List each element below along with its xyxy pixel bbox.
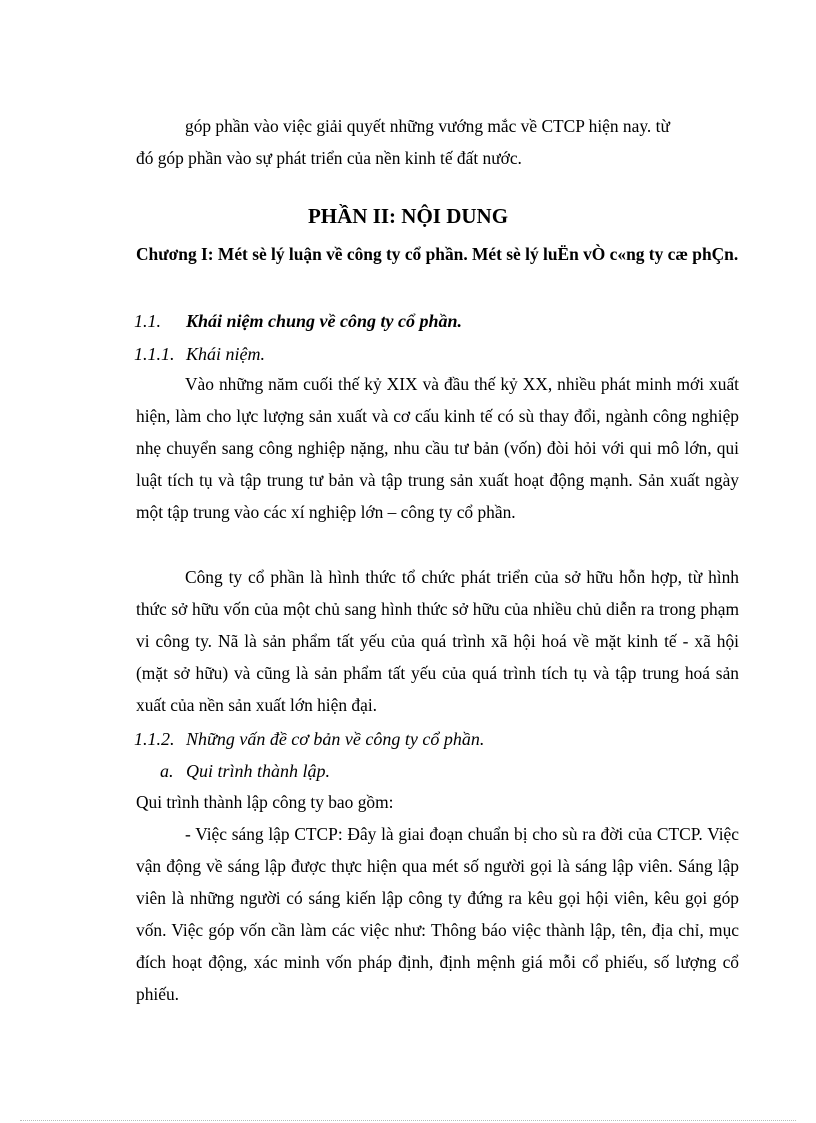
section-1-1-1-heading: [134, 339, 265, 369]
paragraph-4: - Việc sáng lập CTCP: Đây là giai đoạn chuẩn bị cho sù ra đời của CTCP. Việc vận động về sáng lập được thực hiện qua mét số người gọi là sáng lập viên. Sáng lập viên là những người có sáng kiến lập công ty đứng ra kêu gọi hội viên, kêu gọi góp vốn. Việc góp vốn cần làm các việc như: Thông báo việc thành lập, tên, địa chỉ, mục đích hoạt động, xác minh vốn pháp định, định mệnh giá mỗi cổ phiếu, số lượng cổ phiếu.: [136, 824, 739, 1004]
section-label: Qui trình thành lập.: [186, 761, 331, 781]
paragraph-1: Vào những năm cuối thế kỷ XIX và đầu thế kỷ XX, nhiều phát minh mới xuất hiện, làm cho lực lượng sản xuất và cơ cấu kinh tế có sù thay đổi, ngành công nghiệp nhẹ chuyển sang công nghiệp nặng, nhu cầu tư bản (vốn) đòi hỏi với qui mô lớn, qui luật tích tụ và tập trung tư bản và tập trung sản xuất hoạt động mạnh. Sản xuất ngày một tập trung vào các xí nghiệp lớn – công ty cổ phần.: [136, 374, 739, 522]
section-label: Những vấn đề cơ bản về công ty cổ phần.: [186, 729, 485, 749]
page-bottom-divider: [20, 1120, 796, 1121]
section-number: 1.1.1.: [134, 344, 175, 364]
paragraph-3: Qui trình thành lập công ty bao gồm:: [136, 792, 394, 812]
section-number: 1.1.2.: [134, 729, 175, 749]
section-number: 1.1.: [134, 311, 161, 331]
section-1-1-2-heading: [134, 724, 484, 754]
part-title: PHẦN II: NỘI DUNG: [307, 204, 509, 228]
section-a-heading: [160, 756, 330, 786]
paragraph-2: Công ty cổ phần là hình thức tổ chức phát triển của sở hữu hỗn hợp, từ hình thức sở hữu vốn của một chủ sang hình thức sở hữu của nhiều chủ diễn ra trong phạm vi công ty. Nã là sản phẩm tất yếu của quá trình xã hội hoá về mặt kinh tế - xã hội (mặt sở hữu) và cũng là sản phẩm tất yếu của quá trình tích tụ và tập trung hoá sản xuất của nền sản xuất lớn hiện đại.: [136, 567, 739, 715]
intro-line-2: đó góp phần vào sự phát triển của nền kinh tế đất nước.: [136, 148, 522, 168]
intro-line-1: góp phần vào việc giải quyết những vướng mắc về CTCP hiện nay. từ: [185, 116, 670, 136]
section-label: Khái niệm.: [186, 344, 265, 364]
section-1-1-heading: [134, 306, 462, 336]
section-number: a.: [160, 761, 174, 781]
chapter-title: Chương I: Mét sè lý luận về công ty cổ phần. Mét sè lý luËn vÒ c«ng ty cæ phÇn.: [136, 244, 739, 264]
section-label: Khái niệm chung về công ty cổ phần.: [186, 311, 463, 331]
intro-paragraph: [136, 110, 739, 174]
